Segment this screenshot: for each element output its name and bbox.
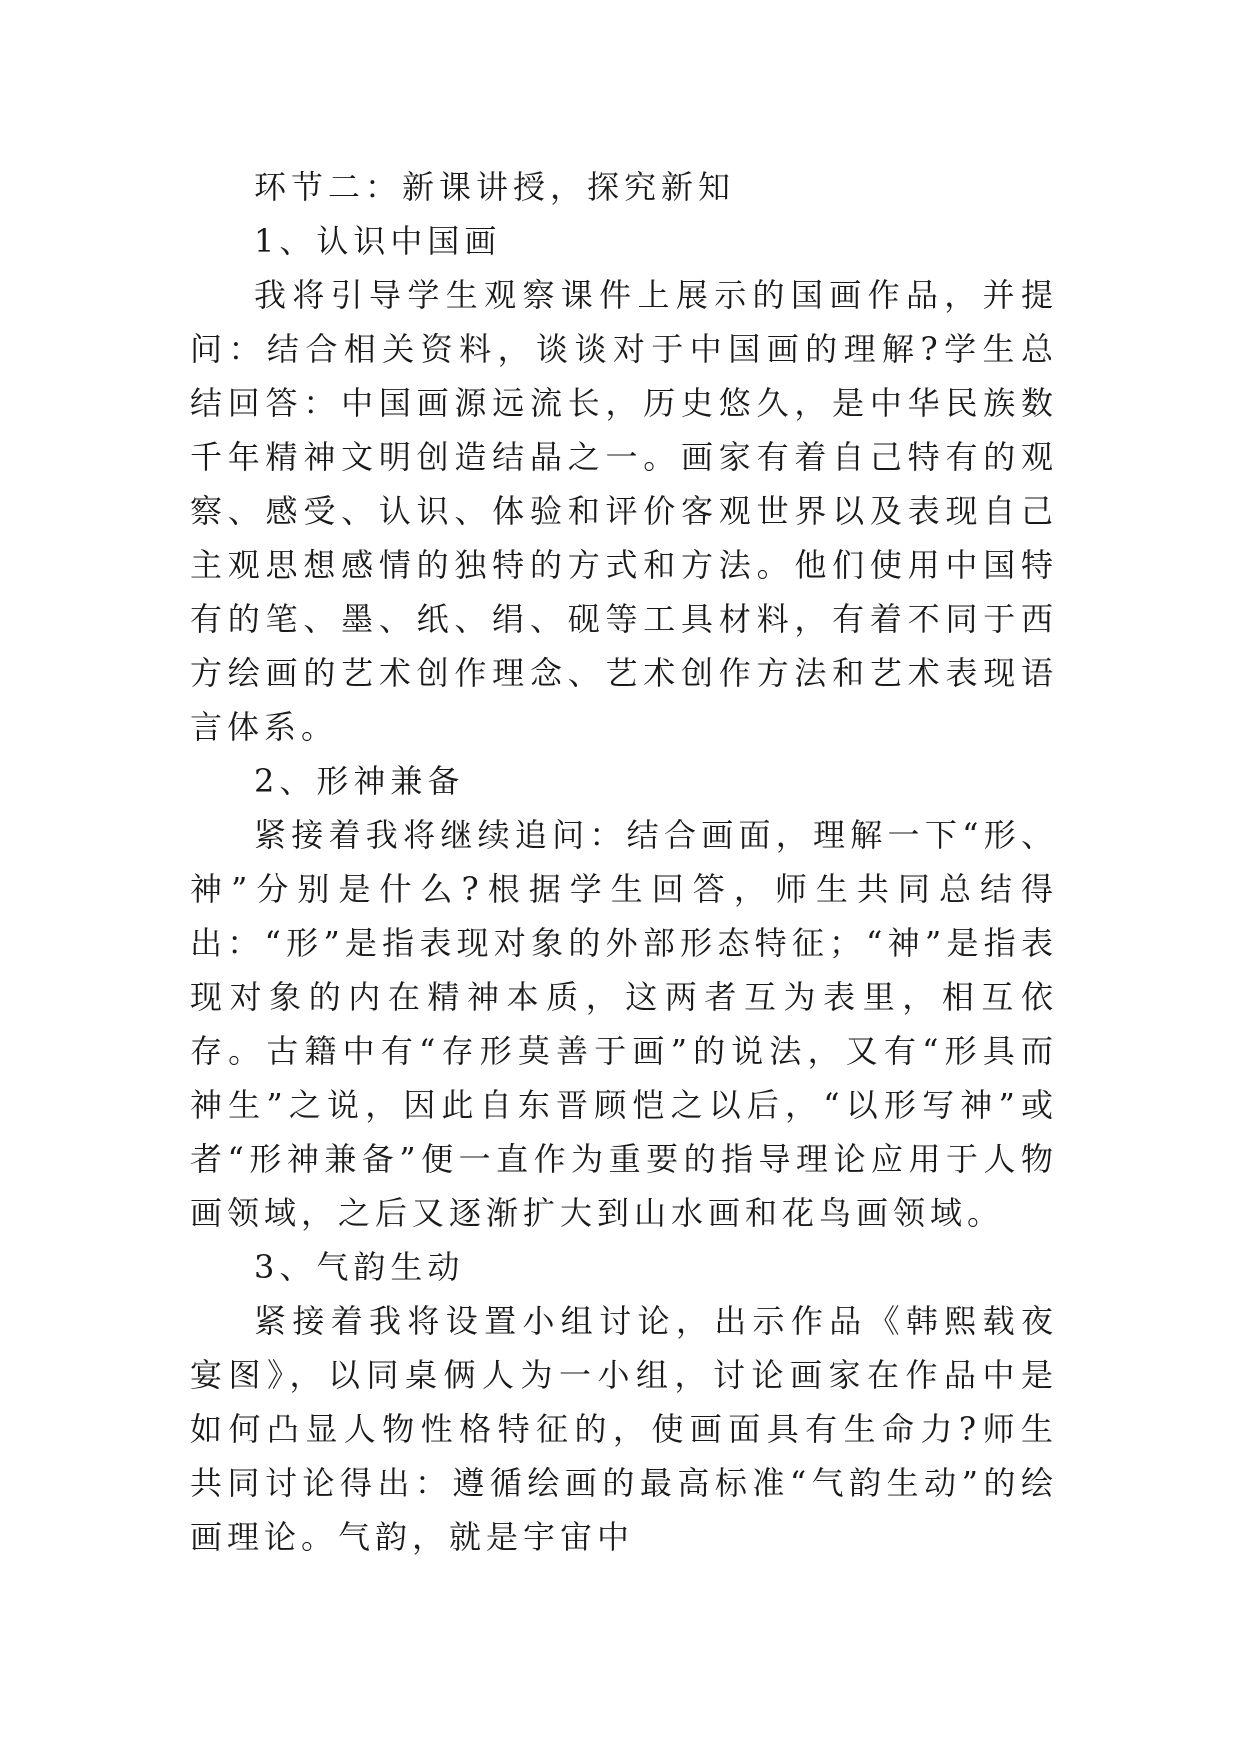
paragraph-form-and-spirit: 紧接着我将继续追问：结合画面，理解一下“形、神”分别是什么?根据学生回答，师生共同总结得出：“形”是指表现对象的外部形态特征；“神”是指表现对象的内在精神本质，这两者互为表里，相互依存。古籍中有“存形莫善于画”的说法，又有“形具而神生”之说，因此自东晋顾恺之以后，“以形写神”或者“形神兼备”便一直作为重要的指导理论应用于人物画领域，之后又逐渐扩大到山水画和花鸟画领域。: [190, 816, 1058, 1232]
paragraph-chinese-painting: 我将引导学生观察课件上展示的国画作品，并提问：结合相关资料，谈谈对于中国画的理解?学生总结回答：中国画源远流长，历史悠久，是中华民族数千年精神文明创造结晶之一。画家有着自己特有的观察、感受、认识、体验和评价客观世界以及表现自己主观思想感情的独特的方式和方法。他们使用中国特有的笔、墨、纸、绢、砚等工具材料，有着不同于西方绘画的艺术创作理念、艺术创作方法和艺术表现语言体系。: [190, 276, 1058, 746]
document-body: [190, 160, 1058, 1564]
section-heading-new-lesson: 环节二：新课讲授，探究新知: [254, 168, 736, 206]
subheading-vivid-charm: 3、气韵生动: [254, 1248, 465, 1286]
subheading-form-and-spirit: 2、形神兼备: [254, 762, 465, 800]
paragraph-vivid-charm: 紧接着我将设置小组讨论，出示作品《韩熙载夜宴图》，以同桌俩人为一小组，讨论画家在作品中是如何凸显人物性格特征的，使画面具有生命力?师生共同讨论得出：遵循绘画的最高标准“气韵生动”的绘画理论。气韵，就是宇宙中: [190, 1302, 1058, 1556]
subheading-understand-chinese-painting: 1、认识中国画: [254, 222, 502, 260]
